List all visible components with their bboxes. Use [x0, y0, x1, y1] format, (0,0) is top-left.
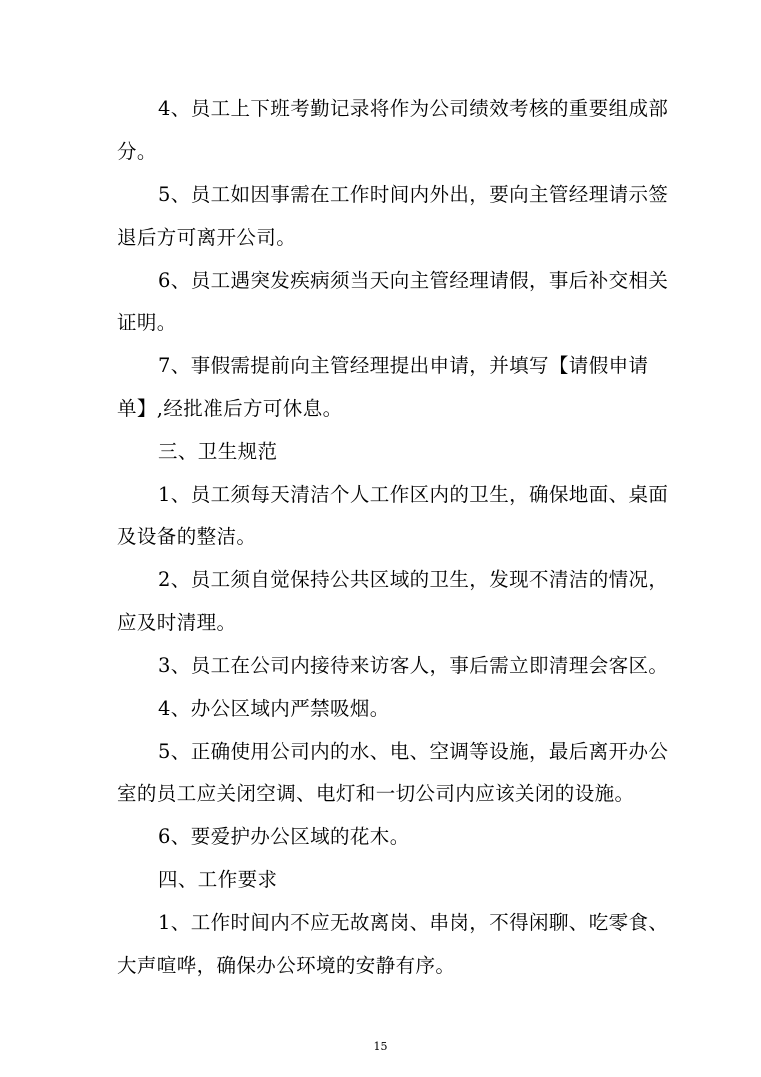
- paragraph-line: 大声喧哗，确保办公环境的安静有序。: [117, 954, 456, 977]
- paragraph-line: 分。: [117, 140, 157, 163]
- paragraph-line: 6、员工遇突发疾病须当天向主管经理请假，事后补交相关: [158, 269, 669, 292]
- paragraph-line: 5、员工如因事需在工作时间内外出，要向主管经理请示签: [158, 183, 669, 206]
- paragraph-line: 4、办公区域内严禁吸烟。: [158, 697, 390, 720]
- paragraph-line: 4、员工上下班考勤记录将作为公司绩效考核的重要组成部: [158, 97, 669, 120]
- paragraph-line: 及设备的整洁。: [117, 525, 257, 548]
- paragraph-line: 6、要爱护办公区域的花木。: [158, 825, 410, 848]
- paragraph-line: 5、正确使用公司内的水、电、空调等设施，最后离开办公: [158, 740, 669, 763]
- paragraph-line: 2、员工须自觉保持公共区域的卫生，发现不清洁的情况，: [158, 568, 669, 591]
- section-heading: 三、卫生规范: [158, 440, 278, 463]
- paragraph-line: 7、事假需提前向主管经理提出申请，并填写【请假申请: [158, 354, 649, 377]
- paragraph-line: 证明。: [117, 311, 177, 334]
- paragraph-line: 室的员工应关闭空调、电灯和一切公司内应该关闭的设施。: [117, 782, 635, 805]
- section-heading: 四、工作要求: [158, 868, 278, 891]
- paragraph-line: 3、员工在公司内接待来访客人，事后需立即清理会客区。: [158, 654, 669, 677]
- paragraph-line: 应及时清理。: [117, 611, 237, 634]
- paragraph-line: 1、工作时间内不应无故离岗、串岗，不得闲聊、吃零食、: [158, 911, 669, 934]
- page-number: 15: [373, 1040, 388, 1053]
- paragraph-line: 1、员工须每天清洁个人工作区内的卫生，确保地面、桌面: [158, 483, 669, 506]
- paragraph-line: 单】,经批准后方可休息。: [117, 397, 343, 420]
- paragraph-line: 退后方可离开公司。: [117, 226, 297, 249]
